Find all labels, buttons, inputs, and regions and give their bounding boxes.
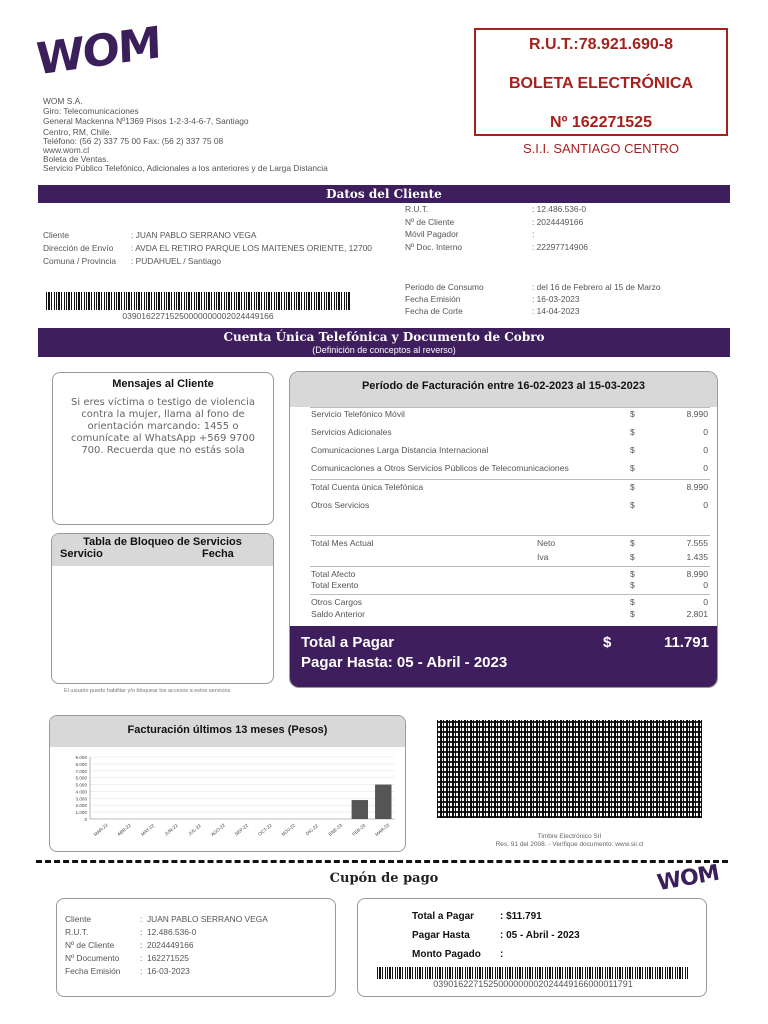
client-field: Comuna / Provincia : PUDAHUEL / Santiago — [43, 256, 221, 266]
billing-item: Total Cuenta única Telefónica $ 8.990 — [311, 482, 708, 492]
timbre-text — [437, 833, 702, 849]
exento-row: Total Exento $ 0 — [311, 580, 708, 590]
coupon-title: Cupón de pago — [329, 871, 439, 886]
cuenta-band — [38, 328, 730, 357]
blocking-table — [51, 533, 274, 684]
chart-y-tick: 3.000 — [75, 796, 87, 802]
client-field: Dirección de Envío : AVDA EL RETIRO PARQUE LOS MAITENES ORIENTE, 12700 — [43, 243, 372, 253]
wom-logo: WOM — [35, 17, 161, 86]
chart-y-tick: 0 — [84, 817, 87, 822]
issuer-rut: R.U.T.:78.921.690-8 — [528, 36, 674, 53]
chart-y-tick: 5.000 — [75, 782, 87, 788]
company-info — [43, 96, 383, 173]
chart-bar-mar-23 — [375, 785, 391, 819]
blocking-title: Tabla de Bloqueo de Servicios — [83, 536, 242, 548]
document-type: BOLETA ELECTRÓNICA — [509, 75, 693, 92]
client-field: R.U.T. : 12.486.536-0 — [405, 204, 587, 214]
company-line: WOM S.A. — [43, 96, 83, 106]
coupon-payment-fields — [412, 907, 580, 964]
billing-item: Comunicaciones Larga Distancia Internacional $ 0 — [311, 445, 708, 455]
client-field: Móvil Pagador : — [405, 229, 535, 239]
chart-y-tick: 7.000 — [75, 768, 87, 774]
chart-x-tick: MAR-22 — [92, 822, 109, 838]
cuenta-subtitle: (Definición de conceptos al reverso) — [312, 345, 456, 355]
document-number: Nº 162271525 — [550, 114, 652, 131]
period-field: Fecha Emisión : 16-03-2023 — [405, 294, 580, 304]
billing-item: Comunicaciones a Otros Servicios Públicos de Telecomunicaciones $ 0 — [311, 463, 708, 473]
document-id-box — [474, 28, 728, 136]
coupon-client-fields — [65, 913, 335, 978]
chart-y-tick: 1.000 — [75, 810, 87, 816]
chart-svg — [50, 747, 404, 851]
client-field: Nº de Cliente : 2024449166 — [405, 216, 584, 227]
chart-x-tick: AGO-22 — [210, 822, 227, 838]
chart-x-tick: JUN-22 — [163, 822, 179, 837]
company-line: www.wom.cl — [43, 144, 90, 155]
coupon-field: R.U.T. : 12.486.536-0 — [65, 927, 197, 937]
company-line: Teléfono: (56 2) 337 75 00 Fax: (56 2) 337 75 08 — [43, 135, 224, 146]
company-line: Centro, RM, Chile. — [43, 126, 112, 137]
company-line: Servicio Público Telefónico, Adicionales a los anteriores y de Larga Distancia — [43, 162, 328, 173]
timbre-line2: Res. 91 del 2008. - Verifique documento: www.sii.cl — [495, 841, 644, 848]
company-line: General Mackenna Nº1369 Pisos 1-2-3-4-6-7, Santiago — [43, 116, 249, 127]
chart-x-tick: OCT-22 — [257, 822, 273, 837]
billing-chart — [49, 715, 406, 852]
coupon-wom-logo: WOM — [655, 860, 721, 897]
coupon-field: Fecha Emisión : 16-03-2023 — [65, 966, 190, 976]
blocking-header — [52, 534, 273, 566]
chart-y-tick: 4.000 — [75, 789, 87, 795]
chart-y-tick: 9.000 — [75, 755, 87, 760]
total-bar — [290, 626, 717, 688]
chart-x-tick: FEB-23 — [351, 822, 367, 837]
total-currency: $ — [603, 634, 612, 651]
billing-item: Servicios Adicionales $ 0 — [311, 427, 708, 437]
coupon-client-box — [56, 898, 336, 997]
coupon-pay-field: Total a Pagar : $11.791 — [412, 911, 542, 922]
timbre-pdf417 — [437, 720, 702, 818]
client-barcode — [46, 292, 350, 310]
total-mes-row: Total Mes Actual Neto $ 7.555 — [311, 538, 708, 548]
messages-title: Mensajes al Cliente — [112, 378, 214, 390]
chart-x-tick: MAR-23 — [374, 822, 391, 838]
coupon-payment-box — [357, 898, 707, 997]
otros-cargos-row: Otros Cargos $ 0 — [311, 597, 708, 607]
chart-x-tick: MAY-22 — [140, 822, 156, 837]
chart-x-tick: DIC-22 — [304, 823, 320, 837]
client-field: Cliente : JUAN PABLO SERRANO VEGA — [43, 230, 257, 240]
pay-until: Pagar Hasta: 05 - Abril - 2023 — [301, 654, 508, 671]
total-label: Total a Pagar — [301, 634, 395, 651]
client-section-title: Datos del Cliente — [38, 185, 730, 203]
coupon-pay-field: Monto Pagado : — [412, 949, 504, 960]
chart-y-tick: 2.000 — [75, 803, 87, 809]
period-field: Periodo de Consumo : del 16 de Febrero al 15 de Marzo — [405, 282, 661, 292]
chart-y-tick: 6.000 — [75, 775, 87, 781]
billing-item: Servicio Telefónico Móvil $ 8.990 — [311, 409, 708, 419]
coupon-field: Nº Documento : 162271525 — [65, 953, 189, 963]
messages-body: Si eres víctima o testigo de violencia contra la mujer, llama al fono de orientación marcando: 1455 o comunícate al WhatsApp +569 9700 700. Recuerda que no estás sola — [70, 397, 256, 456]
chart-x-tick: NOV-22 — [280, 822, 297, 838]
billing-item: Otros Servicios $ 0 — [311, 500, 708, 510]
coupon-field: Nº de Cliente : 2024449166 — [65, 940, 194, 950]
client-left-fields — [43, 229, 403, 268]
messages-box — [52, 372, 274, 525]
timbre-line1: Timbre Electrónico SII — [537, 833, 602, 840]
chart-x-tick: ENE-23 — [327, 822, 344, 837]
cut-line — [36, 860, 728, 863]
coupon-barcode — [377, 967, 689, 979]
iva-row: Iva $ 1.435 — [537, 552, 708, 562]
client-field: Nº Doc. Interno : 22297714906 — [405, 241, 588, 252]
total-value: 11.791 — [663, 634, 709, 651]
company-line: Boleta de Ventas. — [43, 153, 109, 164]
blocking-col-date: Fecha — [202, 548, 234, 560]
coupon-barcode-number: 0390162271525000000002024449166000011791 — [433, 979, 633, 989]
blocking-note: El usuario puede habilitar y/o bloquear los accesos a estos servicios — [64, 688, 231, 694]
billing-title: Período de Facturación entre 16-02-2023 al 15-03-2023 — [290, 372, 717, 407]
chart-bar-feb-23 — [352, 800, 368, 819]
blocking-col-service: Servicio — [60, 548, 103, 560]
chart-title: Facturación últimos 13 meses (Pesos) — [50, 716, 405, 747]
period-fields — [405, 281, 725, 317]
coupon-field: Cliente : JUAN PABLO SERRANO VEGA — [65, 914, 268, 924]
saldo-anterior-row: Saldo Anterior $ 2.801 — [311, 609, 708, 619]
cuenta-title: Cuenta Única Telefónica y Documento de Cobro — [223, 330, 545, 344]
chart-x-tick: SEP-22 — [233, 822, 250, 837]
coupon-pay-field: Pagar Hasta : 05 - Abril - 2023 — [412, 930, 580, 941]
client-right-fields — [405, 203, 725, 253]
chart-x-tick: JUL-22 — [187, 823, 202, 837]
client-barcode-number: 03901622715250000000002024449166 — [122, 311, 274, 321]
chart-y-tick: 8.000 — [75, 761, 87, 767]
afecto-row: Total Afecto $ 8.990 — [311, 569, 708, 579]
period-field: Fecha de Corte : 14-04-2023 — [405, 306, 580, 316]
sii-office: S.I.I. SANTIAGO CENTRO — [522, 141, 680, 156]
chart-x-tick: ABR-22 — [116, 822, 132, 837]
company-line: Giro: Telecomunicaciones — [43, 106, 139, 117]
